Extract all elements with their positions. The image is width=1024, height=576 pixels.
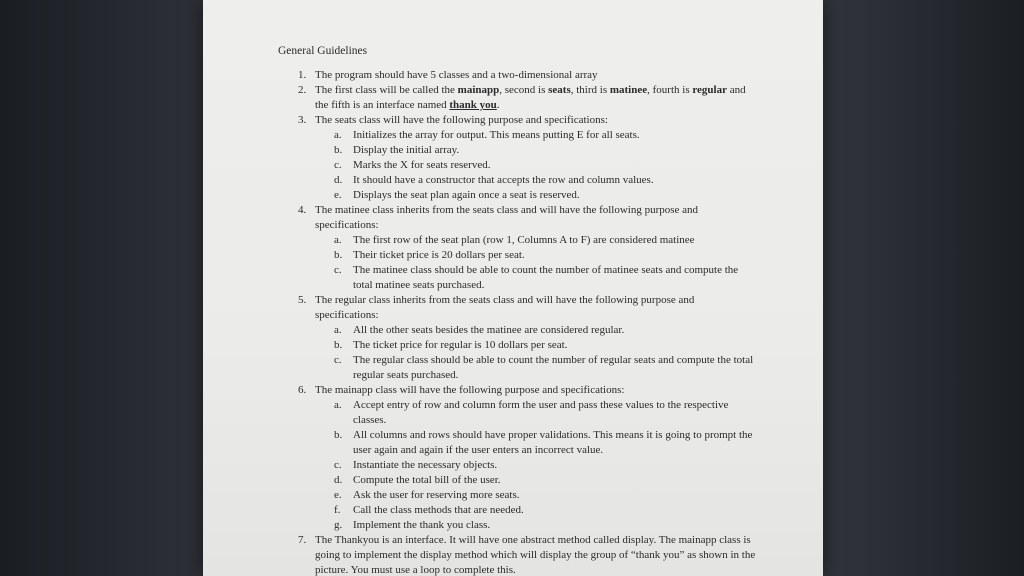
- list-item: [278, 203, 758, 293]
- sub-item: [315, 233, 758, 248]
- document-content: [278, 44, 758, 576]
- sub-item-letter: a.: [334, 399, 342, 411]
- sub-item-text: Display the initial array.: [353, 144, 460, 156]
- document-heading: General Guidelines: [278, 45, 368, 57]
- item-text: The Thankyou is an interface. It will have one abstract method called display. The mainapp class is going to implement the display method which will display the group of “thank you” as shown in the picture. You must use a loop to complete this.: [315, 534, 756, 576]
- sub-item-letter: a.: [334, 129, 342, 141]
- sub-item-text: Ask the user for reserving more seats.: [353, 489, 520, 501]
- sub-item-text: The regular class should be able to count the number of regular seats and compute the total regular seats purchased.: [353, 354, 754, 381]
- list-item: [278, 293, 758, 383]
- sub-item-text: The ticket price for regular is 10 dollars per seat.: [353, 339, 568, 351]
- class-name-matinee: matinee: [609, 84, 648, 96]
- sub-item: [315, 263, 758, 293]
- text-run: and the fifth is an interface named: [315, 84, 746, 111]
- sub-item: [315, 128, 758, 143]
- sub-item-letter: c.: [334, 159, 342, 171]
- sub-item: [315, 248, 758, 263]
- sub-item-text: Implement the thank you class.: [353, 519, 491, 531]
- class-name-regular: regular: [692, 84, 727, 96]
- item-number: 6.: [298, 384, 307, 396]
- sub-item-text: Call the class methods that are needed.: [353, 504, 524, 516]
- sub-item: [315, 488, 758, 503]
- item-number: 7.: [298, 534, 307, 546]
- list-item: [278, 83, 758, 113]
- text-run: The first class will be called the: [315, 84, 458, 96]
- sub-item-text: Displays the seat plan again once a seat is reserved.: [353, 189, 580, 201]
- class-name-mainapp: mainapp: [457, 84, 500, 96]
- sub-item: [315, 518, 758, 533]
- sub-list: [315, 233, 758, 293]
- sub-item: [315, 158, 758, 173]
- sub-item-letter: e.: [334, 189, 342, 201]
- list-item: [278, 113, 758, 203]
- sub-list: [315, 128, 758, 203]
- list-item: [278, 68, 758, 83]
- item-number: 4.: [298, 204, 307, 216]
- sub-item: [315, 503, 758, 518]
- sub-item-letter: c.: [334, 354, 342, 366]
- sub-item-letter: b.: [334, 144, 343, 156]
- sub-item: [315, 458, 758, 473]
- sub-item-text: Their ticket price is 20 dollars per seat.: [353, 249, 525, 261]
- sub-item-text: Instantiate the necessary objects.: [353, 459, 498, 471]
- sub-item-letter: b.: [334, 339, 343, 351]
- item-number: 5.: [298, 294, 307, 306]
- sub-item-text: Marks the X for seats reserved.: [353, 159, 491, 171]
- sub-list: [315, 398, 758, 533]
- sub-item-text: Initializes the array for output. This means putting E for all seats.: [353, 129, 640, 141]
- sub-item-letter: b.: [334, 429, 343, 441]
- sub-item-letter: c.: [334, 264, 342, 276]
- text-run: , third is: [570, 84, 610, 96]
- text-run: , fourth is: [647, 84, 693, 96]
- sub-item-text: It should have a constructor that accepts the row and column values.: [353, 174, 654, 186]
- item-text: The regular class inherits from the seats class and will have the following purpose and specifications:: [315, 294, 695, 321]
- item-text: [315, 84, 746, 111]
- sub-item-letter: e.: [334, 489, 342, 501]
- sub-item-text: The matinee class should be able to count the number of matinee seats and compute the total matinee seats purchased.: [353, 264, 739, 291]
- sub-item: [315, 428, 758, 458]
- item-text: The mainapp class will have the following purpose and specifications:: [315, 384, 625, 396]
- sub-item-text: Compute the total bill of the user.: [353, 474, 501, 486]
- class-name-seats: seats: [548, 84, 571, 96]
- sub-item-letter: d.: [334, 174, 343, 186]
- item-text: The seats class will have the following purpose and specifications:: [315, 114, 608, 126]
- list-item: [278, 533, 758, 576]
- class-name-thank-you: thank you: [449, 99, 497, 111]
- item-text: The program should have 5 classes and a two-dimensional array: [315, 69, 598, 81]
- sub-item-letter: a.: [334, 234, 342, 246]
- text-run: .: [496, 99, 500, 111]
- item-number: 3.: [298, 114, 307, 126]
- item-number: 1.: [298, 69, 307, 81]
- list-item: [278, 383, 758, 533]
- sub-item-letter: f.: [334, 504, 341, 516]
- sub-item: [315, 338, 758, 353]
- sub-item: [315, 473, 758, 488]
- guidelines-list: [278, 68, 758, 576]
- sub-item-letter: c.: [334, 459, 342, 471]
- document-page: [203, 0, 823, 576]
- sub-item: [315, 173, 758, 188]
- sub-item-text: The first row of the seat plan (row 1, Columns A to F) are considered matinee: [353, 234, 695, 246]
- sub-item-text: All the other seats besides the matinee are considered regular.: [353, 324, 625, 336]
- item-number: 2.: [298, 84, 307, 96]
- sub-item-letter: d.: [334, 474, 343, 486]
- sub-item-text: All columns and rows should have proper validations. This means it is going to prompt the user again and again if the user enters an incorrect value.: [353, 429, 753, 456]
- sub-item: [315, 323, 758, 338]
- item-text: The matinee class inherits from the seats class and will have the following purpose and specifications:: [315, 204, 699, 231]
- sub-item: [315, 398, 758, 428]
- sub-item-text: Accept entry of row and column form the user and pass these values to the respective classes.: [353, 399, 729, 426]
- sub-list: [315, 323, 758, 383]
- sub-item-letter: a.: [334, 324, 342, 336]
- sub-item: [315, 188, 758, 203]
- sub-item-letter: b.: [334, 249, 343, 261]
- sub-item: [315, 143, 758, 158]
- text-run: , second is: [499, 84, 549, 96]
- sub-item: [315, 353, 758, 383]
- sub-item-letter: g.: [334, 519, 343, 531]
